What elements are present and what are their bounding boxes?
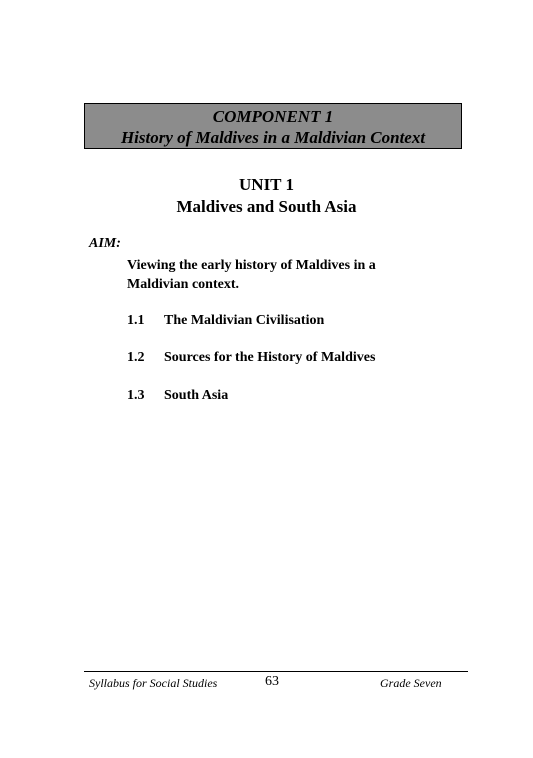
aim-text: [127, 256, 427, 294]
unit-number: UNIT 1: [239, 175, 294, 194]
topic-number: 1.3: [127, 388, 145, 403]
topic-item: [127, 349, 375, 367]
component-title: COMPONENT 1: [212, 107, 334, 126]
topic-number: 1.1: [127, 313, 145, 328]
aim-text-line-2: Maldivian context.: [127, 277, 239, 292]
footer-divider: [84, 671, 468, 672]
unit-heading: [0, 174, 533, 218]
aim-label: AIM:: [89, 236, 121, 251]
topic-title: Sources for the History of Maldives: [164, 350, 376, 365]
aim-text-line-1: Viewing the early history of Maldives in a: [127, 258, 376, 273]
topic-number: 1.2: [127, 350, 145, 365]
footer-syllabus-title: Syllabus for Social Studies: [89, 676, 218, 690]
topic-title: The Maldivian Civilisation: [164, 313, 325, 328]
footer-page-number: 63: [265, 674, 279, 689]
component-heading-box: [84, 103, 462, 149]
topic-item: [127, 312, 324, 330]
footer-grade: Grade Seven: [380, 676, 442, 690]
topic-item: [127, 387, 228, 405]
component-subtitle: History of Maldives in a Maldivian Context: [120, 128, 426, 147]
topic-title: South Asia: [164, 388, 229, 403]
unit-title: Maldives and South Asia: [176, 197, 357, 216]
